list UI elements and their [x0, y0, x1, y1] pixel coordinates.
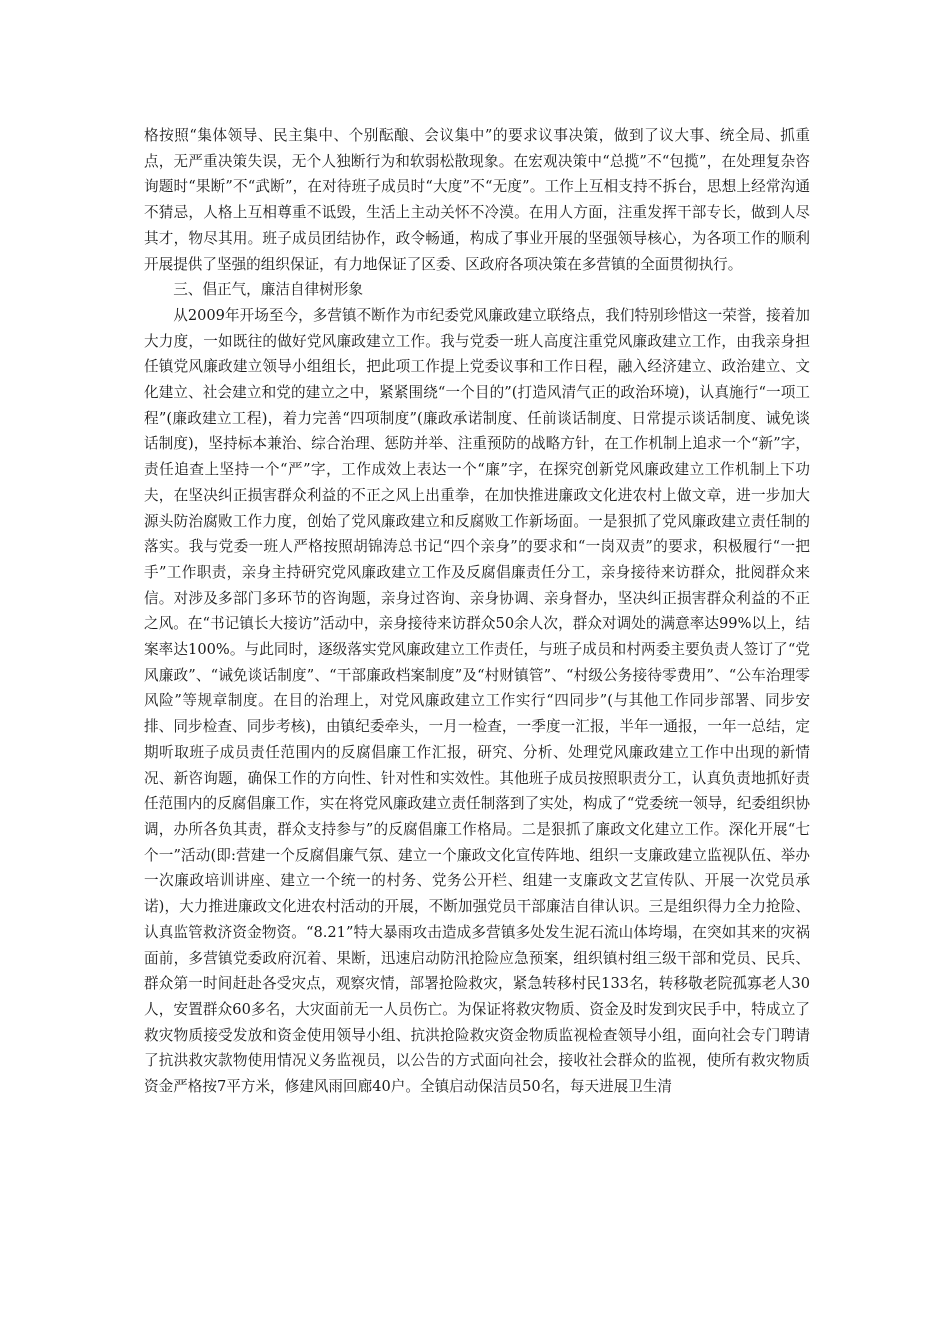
paragraph-party-conduct: 从2009年开场至今，多营镇不断作为市纪委党风廉政建立联络点，我们特别珍惜这一荣誉，接着加大力度，一如既往的做好党风廉政建立工作。我与党委一班人高度注重党风廉政建立工作，由我亲身担任镇党风廉政建立领导小组组长，把此项工作提上党委议事和工作日程，融入经济建立、政治建立、文化建立、社会建立和党的建立之中，紧紧围绕“一个目的”(打造风清气正的政治环境)，认真施行“一项工程”(廉政建立工程)，着力完善“四项制度”(廉政承诺制度、任前谈话制度、日常提示谈话制度、诫免谈话制度)，坚持标本兼治、综合治理、惩防并举、注重预防的战略方针，在工作机制上追求一个“新”字，责任追查上坚持一个“严”字，工作成效上表达一个“廉”字，在探究创新党风廉政建立工作机制上下功夫，在坚决纠正损害群众利益的不正之风上出重拳，在加快推进廉政文化进农村上做文章，进一步加大源头防治腐败工作力度，创始了党风廉政建立和反腐败工作新场面。一是狠抓了党风廉政建立责任制的落实。我与党委一班人严格按照胡锦涛总书记“四个亲身”的要求和“一岗双责”的要求，积极履行“一把手”工作职责，亲身主持研究党风廉政建立工作及反腐倡廉责任分工，亲身接待来访群众，批阅群众来信。对涉及多部门多环节的咨询题，亲身过咨询、亲身协调、亲身督办，坚决纠正损害群众利益的不正之风。在“书记镇长大接访”活动中，亲身接待来访群众50余人次，群众对调处的满意率达99%以上，结案率达100%。与此同时，逐级落实党风廉政建立工作责任，与班子成员和村两委主要负责人签订了“党风廉政”、“诫免谈话制度”、“干部廉政档案制度”及“村财镇管”、“村级公务接待零费用”、“公车治理零风险”等规章制度。在目的治理上，对党风廉政建立工作实行“四同步”(与其他工作同步部署、同步安排、同步检查、同步考核)，由镇纪委牵头，一月一检查，一季度一汇报，半年一通报，一年一总结，定期听取班子成员责任范围内的反腐倡廉工作汇报，研究、分析、处理党风廉政建立工作中出现的新情况、新咨询题，确保工作的方向性、针对性和实效性。其他班子成员按照职责分工，认真负责地抓好责任范围内的反腐倡廉工作，实在将党风廉政建立责任制落到了实处，构成了“党委统一领导，纪委组织协调，办所各负其责，群众支持参与”的反腐倡廉工作格局。二是狠抓了廉政文化建立工作。深化开展“七个一”活动(即:营建一个反腐倡廉气氛、建立一个廉政文化宣传阵地、组织一支廉政建立监视队伍、举办一次廉政培训讲座、建立一个统一的村务、党务公开栏、组建一支廉政文艺宣传队、开展一次党员承诺)，大力推进廉政文化进农村活动的开展，不断加强党员干部廉洁自律认识。三是组织得力全力抢险、认真监管救济资金物资。“8.21”特大暴雨攻击造成多营镇多处发生泥石流山体垮塌，在突如其来的灾祸面前，多营镇党委政府沉着、果断，迅速启动防汛抢险应急预案，组织镇村组三级干部和党员、民兵、群众第一时间赶赴各受灾点，观察灾情，部署抢险救灾，紧急转移村民133名，转移敬老院孤寡老人30人，安置群众60多名，大灾面前无一人员伤亡。为保证将救灾物质、资金及时发到灾民手中，特成立了救灾物质接受发放和资金使用领导小组、抗洪抢险救灾资金物质监视检查领导小组，面向社会专门聘请了抗洪救灾款物使用情况义务监视员，以公告的方式面向社会，接收社会群众的监视，使所有救灾物质资金严格按7平方米，修建风雨回廊40户。全镇启动保洁员50名，每天进展卫生清	[144, 306, 810, 1096]
paragraph-continuation: 格按照“集体领导、民主集中、个别酝酿、会议集中”的要求议事决策，做到了议大事、统全局、抓重点，无严重决策失误，无个人独断行为和软弱松散现象。在宏观决策中“总揽”不“包揽”，在处理复杂咨询题时“果断”不“武断”，在对待班子成员时“大度”不“无度”。工作上互相支持不拆台，思想上经常沟通不猜忌，人格上互相尊重不诋毁，生活上主动关怀不冷漠。在用人方面，注重发挥干部专长，做到人尽其才，物尽其用。班子成员团结协作，政令畅通，构成了事业开展的坚强领导核心，为各项工作的顺利开展提供了坚强的组织保证，有力地保证了区委、区政府各项决策在多营镇的全面贯彻执行。	[144, 127, 810, 273]
section-heading-3: 三、倡正气，廉洁自律树形象	[173, 281, 363, 299]
document-page	[144, 123, 810, 1100]
